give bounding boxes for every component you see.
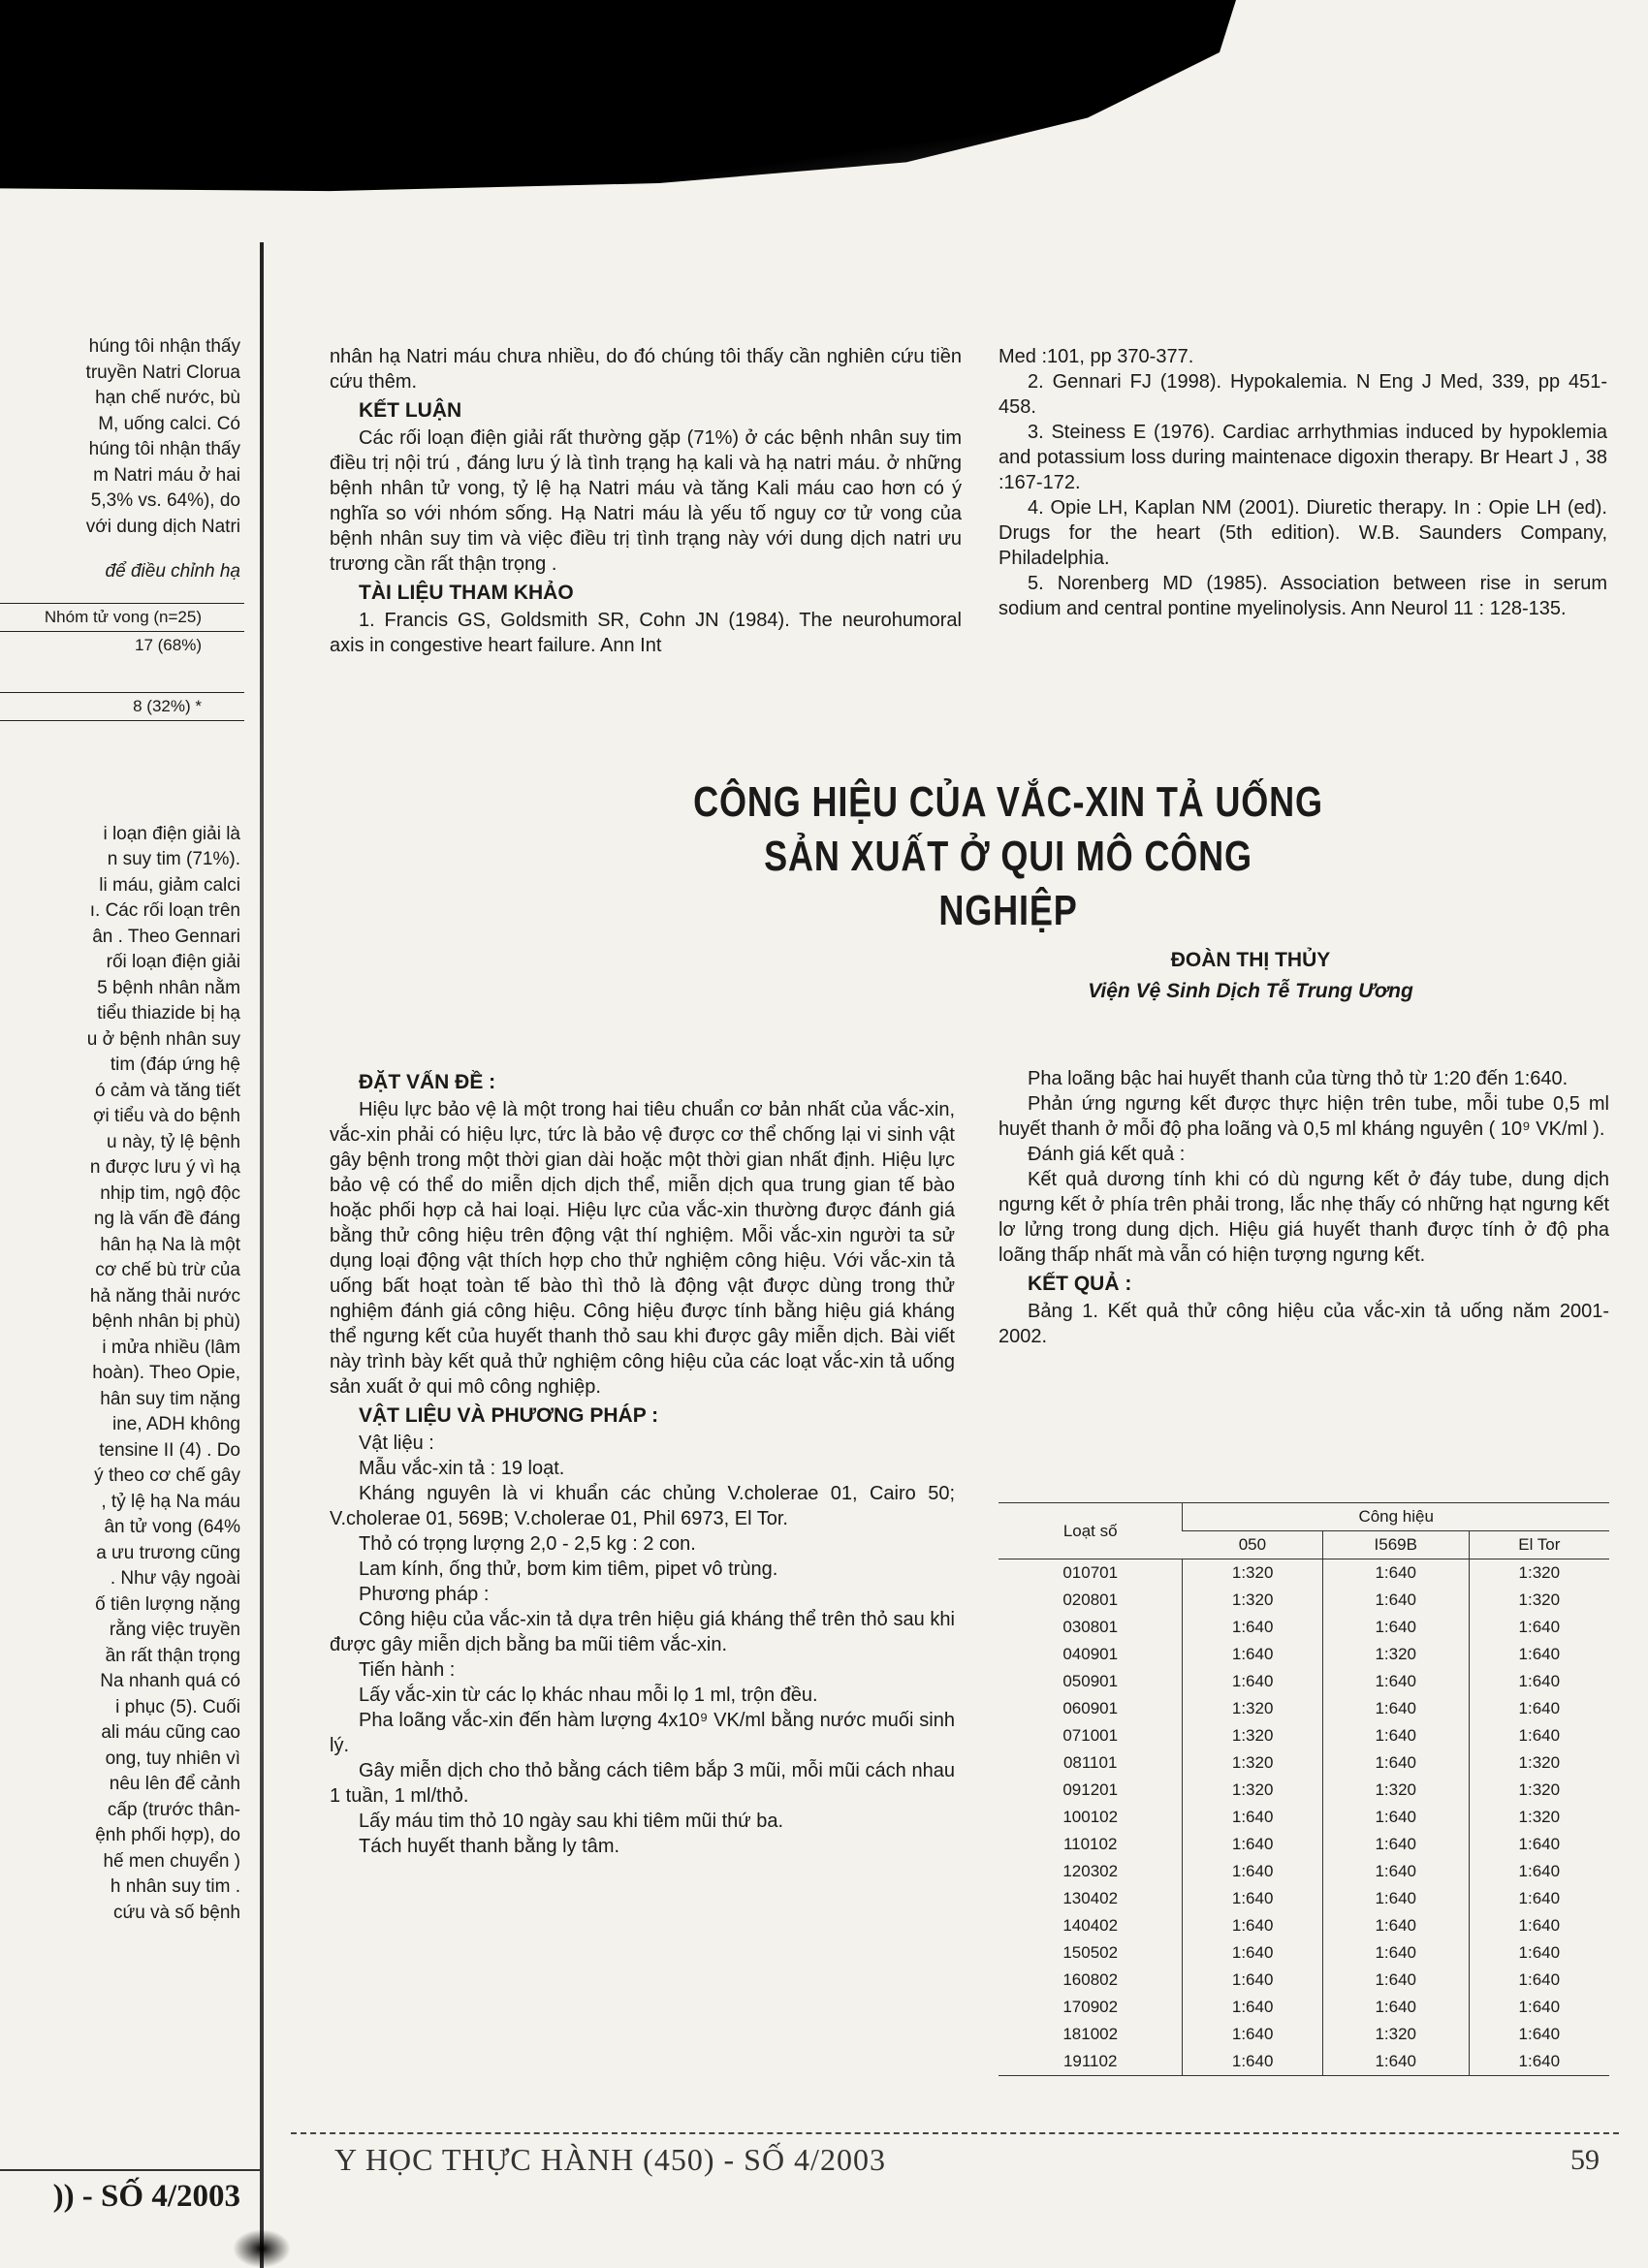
text-line: hả năng thải nước — [89, 1285, 240, 1307]
potency-cell: 1:640 — [1322, 1804, 1469, 1831]
text-line: húng tôi nhận thấy — [88, 336, 240, 357]
table-subheader: El Tor — [1469, 1531, 1609, 1559]
paragraph: Mẫu vắc-xin tả : 19 loạt. — [359, 1458, 565, 1479]
results-table — [998, 1502, 1609, 2076]
table-row — [998, 2021, 1609, 2048]
potency-cell: 1:640 — [1183, 1939, 1322, 1967]
table-row — [998, 2048, 1609, 2076]
journal-name: Y HỌC THỰC HÀNH (450) - SỐ 4/2003 — [334, 2142, 886, 2177]
title-line: CÔNG HIỆU CỦA VẮC-XIN TẢ UỐNG — [693, 778, 1323, 826]
table-row — [998, 1912, 1609, 1939]
text-line: ı. Các rối loạn trên — [89, 900, 240, 921]
lot-number-cell: 030801 — [1062, 1618, 1119, 1636]
reference-item: 5. Norenberg MD (1985). Association between rise in serum sodium and central pontine myelinolysis. Ann Neurol 11 : 128-135. — [998, 573, 1607, 619]
paragraph: Pha loãng bậc hai huyết thanh của từng thỏ từ 1:20 đến 1:640. — [1028, 1068, 1569, 1089]
paragraph: Các rối loạn điện giải rất thường gặp (71%) ở các bệnh nhân suy tim điều trị nội trú , đáng lưu ý là tình trạng hạ kali và hạ natri máu. ở những bệnh nhân tử vong, tỷ lệ hạ Natri máu và tăng Kali máu cao hơn có ý nghĩa so với nhóm sống. Hạ Natri máu là yếu tố nguy cơ tử vong của bệnh nhân suy tim và việc điều trị tình trạng này với dung dịch natri ưu trương cần rất thận trọng . — [330, 427, 962, 575]
potency-cell: 1:640 — [1322, 1912, 1469, 1939]
lot-number-cell: 120302 — [1062, 1862, 1119, 1880]
text-line: ân . Theo Gennari — [92, 926, 240, 947]
potency-cell: 1:640 — [1183, 1668, 1322, 1695]
potency-cell: 1:640 — [1322, 1885, 1469, 1912]
left-table-fragment — [0, 603, 244, 721]
potency-cell: 1:320 — [1469, 1749, 1609, 1777]
text-line: bệnh nhân bị phù) — [91, 1311, 240, 1332]
potency-cell: 1:640 — [1322, 1668, 1469, 1695]
potency-cell: 1:640 — [1322, 1722, 1469, 1749]
section-heading: ĐẶT VẤN ĐỀ : — [359, 1071, 496, 1093]
table-row — [998, 1614, 1609, 1641]
text-line: ệnh phối hợp), do — [95, 1825, 240, 1845]
text-line: n được lưu ý vì hạ — [89, 1157, 240, 1178]
potency-cell: 1:320 — [1322, 2021, 1469, 2048]
potency-cell: 1:640 — [1469, 1831, 1609, 1858]
text-line: ali máu cũng cao — [101, 1722, 240, 1743]
potency-cell: 1:640 — [1183, 1614, 1322, 1641]
text-line: , tỷ lệ hạ Na máu — [101, 1491, 240, 1512]
potency-cell: 1:640 — [1469, 1939, 1609, 1967]
reference-item: 4. Opie LH, Kaplan NM (2001). Diuretic therapy. In : Opie LH (ed). Drugs for the heart (5th edition). W.B. Saunders Company, Philadelphia. — [998, 497, 1607, 569]
potency-cell: 1:640 — [1183, 1641, 1322, 1668]
text-line: nhịp tim, ngộ độc — [100, 1182, 240, 1204]
paragraph: Thỏ có trọng lượng 2,0 - 2,5 kg : 2 con. — [359, 1533, 696, 1555]
scan-dark-edge — [0, 0, 1648, 262]
potency-cell: 1:640 — [1322, 1858, 1469, 1885]
potency-cell: 1:640 — [1322, 2048, 1469, 2076]
lot-number-cell: 010701 — [1062, 1563, 1119, 1582]
potency-cell: 1:320 — [1183, 1587, 1322, 1614]
previous-article-column-1 — [330, 344, 962, 658]
potency-cell: 1:640 — [1469, 1668, 1609, 1695]
text-line: 5,3% vs. 64%), do — [90, 490, 240, 511]
lot-number-cell: 091201 — [1062, 1780, 1119, 1799]
potency-cell: 1:640 — [1469, 1614, 1609, 1641]
reference-item: Med :101, pp 370-377. — [998, 346, 1194, 367]
text-line: m Natri máu ở hai — [93, 464, 240, 486]
lot-number-cell: 140402 — [1062, 1916, 1119, 1935]
lot-number-cell: 050901 — [1062, 1672, 1119, 1690]
potency-cell: 1:640 — [1322, 1587, 1469, 1614]
potency-cell: 1:320 — [1183, 1695, 1322, 1722]
potency-cell: 1:320 — [1469, 1587, 1609, 1614]
table-caption: Bảng 1. Kết quả thử công hiệu của vắc-xin tả uống năm 2001-2002. — [998, 1301, 1609, 1347]
reference-item: 2. Gennari FJ (1998). Hypokalemia. N Eng J Med, 339, pp 451-458. — [998, 371, 1607, 418]
text-line: tensine II (4) . Do — [99, 1439, 240, 1461]
text-line: cấp (trước thân- — [107, 1799, 240, 1820]
paragraph: Phương pháp : — [359, 1584, 490, 1605]
table-row — [998, 1559, 1609, 1588]
table-row — [998, 1858, 1609, 1885]
text-line: nêu lên để cảnh — [109, 1774, 240, 1794]
paragraph: Hiệu lực bảo vệ là một trong hai tiêu chuẩn cơ bản nhất của vắc-xin, vắc-xin phải có hiệu lực, tức là bảo vệ được cơ thể chống lại vi sinh vật gây bệnh trong một thời gian dài hoặc một thời gian nhất định. Hiệu lực bảo vệ có thể do miễn dịch dịch thể, miễn dịch qua trung gian tế bào hoặc phối hợp cả hai loại. Hiệu lực của vắc-xin thường được đánh giá bằng thử công hiệu trên động vật thí nghiệm. Mỗi vắc-xin người ta sử dụng loại động vật thích hợp cho thử nghiệm công hiệu. Với vắc-xin tả uống bất hoạt toàn tế bào thì thỏ là động vật được dùng trong thử nghiệm đánh giá công hiệu. Công hiệu được tính bằng hiệu giá kháng thể ngưng kết của huyết thanh thỏ sau khi được gây miễn dịch. Bài viết này trình bày kết quả thử nghiệm công hiệu của các loạt vắc-xin tả uống sản xuất ở qui mô công nghiệp. — [330, 1099, 955, 1398]
text-line: i loạn điện giải là — [103, 823, 240, 844]
table-header-lot: Loạt số — [998, 1503, 1183, 1559]
table-row — [998, 1749, 1609, 1777]
table-body — [998, 1559, 1609, 2076]
paragraph: Gây miễn dịch cho thỏ bằng cách tiêm bắp 3 mũi, mỗi mũi cách nhau 1 tuần, 1 ml/thỏ. — [330, 1760, 955, 1807]
lot-number-cell: 060901 — [1062, 1699, 1119, 1717]
table-row — [998, 1831, 1609, 1858]
text-line: i phục (5). Cuối — [115, 1696, 240, 1717]
potency-cell: 1:640 — [1183, 1858, 1322, 1885]
potency-cell: 1:320 — [1469, 1559, 1609, 1588]
author-block — [1066, 945, 1435, 1007]
lot-number-cell: 071001 — [1062, 1726, 1119, 1745]
scan-shadow — [233, 2229, 291, 2268]
paragraph: Phản ứng ngưng kết được thực hiện trên tube, mỗi tube 0,5 ml huyết thanh ở mỗi độ pha loãng và 0,5 ml kháng nguyên ( 10⁹ VK/ml ). — [998, 1093, 1609, 1140]
text-line: truyền Natri Clorua — [85, 362, 240, 383]
lot-number-cell: 170902 — [1062, 1998, 1119, 2016]
text-line: u ở bệnh nhân suy — [86, 1028, 240, 1050]
text-line: hế men chuyển ) — [103, 1850, 240, 1872]
lot-number-cell: 130402 — [1062, 1889, 1119, 1907]
table-row — [998, 1994, 1609, 2021]
paragraph: Lấy máu tim thỏ 10 ngày sau khi tiêm mũi thứ ba. — [359, 1811, 784, 1832]
lot-number-cell: 040901 — [1062, 1645, 1119, 1663]
text-line: cơ chế bù trừ của — [95, 1260, 240, 1280]
left-page-column — [0, 334, 244, 1926]
table-row — [998, 1695, 1609, 1722]
potency-cell: 1:640 — [1469, 2021, 1609, 2048]
potency-cell: 1:640 — [1469, 1994, 1609, 2021]
text-line: ó cảm và tăng tiết — [95, 1080, 240, 1101]
potency-cell: 1:640 — [1469, 1912, 1609, 1939]
section-heading: KẾT QUẢ : — [1028, 1273, 1132, 1295]
table-subheader: I569B — [1322, 1531, 1469, 1559]
potency-cell: 1:640 — [1183, 2048, 1322, 2076]
text-line: . Như vậy ngoài — [110, 1568, 240, 1589]
paragraph: Công hiệu của vắc-xin tả dựa trên hiệu giá kháng thể trên thỏ sau khi được gây miễn dịch bằng ba mũi tiêm vắc-xin. — [330, 1609, 955, 1655]
page-footer — [291, 2132, 1619, 2177]
text-line: Na nhanh quá có — [100, 1671, 240, 1691]
left-table-row: 17 (68%) — [135, 635, 202, 654]
potency-cell: 1:320 — [1183, 1559, 1322, 1588]
text-line: 5 bệnh nhân nằm — [97, 977, 240, 998]
author-institution: Viện Vệ Sinh Dịch Tễ Trung Ương — [1088, 980, 1413, 1002]
paragraph: Đánh giá kết quả : — [1028, 1144, 1186, 1165]
text-line: ân tử vong (64% — [104, 1517, 240, 1537]
potency-cell: 1:640 — [1322, 1614, 1469, 1641]
left-table-header: Nhóm tử vong (n=25) — [0, 604, 244, 632]
potency-cell: 1:640 — [1322, 1967, 1469, 1994]
text-line: rằng việc truyền — [109, 1620, 240, 1640]
page-number: 59 — [1570, 2144, 1600, 2176]
section-heading: TÀI LIỆU THAM KHẢO — [359, 582, 574, 604]
table-row — [998, 1587, 1609, 1614]
paragraph: Vật liệu : — [359, 1433, 434, 1454]
lot-number-cell: 181002 — [1062, 2025, 1119, 2043]
author-name: ĐOÀN THỊ THỦY — [1170, 949, 1331, 971]
text-line: húng tôi nhận thấy — [88, 439, 240, 459]
text-line: ố tiên lượng nặng — [95, 1593, 240, 1615]
potency-cell: 1:640 — [1469, 1858, 1609, 1885]
text-line: tim (đáp ứng hệ — [110, 1055, 240, 1075]
text-line: a ưu trương cũng — [96, 1542, 240, 1563]
potency-cell: 1:640 — [1469, 1641, 1609, 1668]
lot-number-cell: 150502 — [1062, 1943, 1119, 1962]
table-row — [998, 1641, 1609, 1668]
paragraph: Kết quả dương tính khi có dù ngưng kết ở đáy tube, dung dịch ngưng kết ở phía trên phải trong, lắc nhẹ thấy có những hạt ngưng kết lơ lửng trong dung dịch. Hiệu giá huyết thanh được tính ở độ pha loãng thấp nhất mà vẫn có hiện tượng ngưng kết. — [998, 1169, 1609, 1266]
text-line: u này, tỷ lệ bệnh — [106, 1131, 240, 1152]
table-subheader: 050 — [1183, 1531, 1322, 1559]
table-row — [998, 1777, 1609, 1804]
lot-number-cell: 191102 — [998, 2048, 1183, 2076]
table-header-potency: Công hiệu — [1183, 1503, 1609, 1531]
book-spine — [260, 242, 264, 2268]
left-page-footer: )) - SỐ 4/2003 — [0, 2169, 260, 2215]
article-title — [690, 775, 1326, 938]
paragraph: Lấy vắc-xin từ các lọ khác nhau mỗi lọ 1 ml, trộn đều. — [359, 1685, 818, 1706]
text-line: n suy tim (71%). — [107, 849, 240, 869]
text-line: hân hạ Na là một — [100, 1234, 240, 1255]
left-table-row: 8 (32%) * — [0, 692, 244, 721]
left-italic-heading: để điều chỉnh hạ — [105, 561, 240, 582]
article-column-1 — [330, 1066, 955, 1859]
text-line: ợi tiểu và do bệnh — [93, 1106, 240, 1126]
paragraph: Tiến hành : — [359, 1659, 456, 1681]
table-row — [998, 1722, 1609, 1749]
potency-cell: 1:640 — [1183, 1804, 1322, 1831]
section-heading: KẾT LUẬN — [359, 399, 462, 422]
text-line: h nhân suy tim . — [110, 1876, 240, 1897]
lot-number-cell: 100102 — [1062, 1808, 1119, 1826]
lot-number-cell: 081101 — [1062, 1753, 1118, 1772]
lot-number-cell: 160802 — [1062, 1970, 1119, 1989]
potency-cell: 1:320 — [1322, 1641, 1469, 1668]
lot-number-cell: 020801 — [1062, 1591, 1119, 1609]
section-heading: VẬT LIỆU VÀ PHƯƠNG PHÁP : — [359, 1404, 659, 1427]
potency-cell: 1:640 — [1183, 1912, 1322, 1939]
table-row — [998, 1885, 1609, 1912]
potency-cell: 1:640 — [1469, 2048, 1609, 2076]
text-line: hân suy tim nặng — [100, 1388, 240, 1409]
potency-cell: 1:640 — [1322, 1831, 1469, 1858]
potency-cell: 1:640 — [1469, 1722, 1609, 1749]
potency-cell: 1:640 — [1469, 1695, 1609, 1722]
previous-article-column-2 — [998, 344, 1607, 621]
potency-cell: 1:320 — [1469, 1804, 1609, 1831]
potency-cell: 1:640 — [1322, 1749, 1469, 1777]
paragraph: Kháng nguyên là vi khuẩn các chủng V.cholerae 01, Cairo 50; V.cholerae 01, 569B; V.cholerae 01, Phil 6973, El Tor. — [330, 1483, 955, 1529]
text-line: hạn chế nước, bù — [95, 388, 240, 408]
potency-cell: 1:320 — [1183, 1749, 1322, 1777]
text-line: với dung dịch Natri — [85, 516, 240, 537]
paragraph: Pha loãng vắc-xin đến hàm lượng 4x10⁹ VK/ml bằng nước muối sinh lý. — [330, 1710, 955, 1756]
article-column-2 — [998, 1066, 1609, 1349]
text-line: hoàn). Theo Opie, — [92, 1363, 240, 1383]
potency-cell: 1:320 — [1183, 1722, 1322, 1749]
title-line: SẢN XUẤT Ở QUI MÔ CÔNG NGHIỆP — [764, 833, 1252, 934]
table-row — [998, 1804, 1609, 1831]
potency-cell: 1:640 — [1183, 2021, 1322, 2048]
potency-cell: 1:640 — [1183, 1967, 1322, 1994]
potency-cell: 1:640 — [1183, 1885, 1322, 1912]
potency-cell: 1:640 — [1322, 1939, 1469, 1967]
paragraph: Tách huyết thanh bằng ly tâm. — [359, 1836, 620, 1857]
potency-cell: 1:640 — [1183, 1831, 1322, 1858]
potency-cell: 1:320 — [1469, 1777, 1609, 1804]
paragraph: Lam kính, ống thử, bơm kim tiêm, pipet vô trùng. — [359, 1559, 778, 1580]
text-line: li máu, giảm calci — [99, 874, 240, 896]
text-line: ý theo cơ chế gây — [94, 1465, 240, 1486]
text-line: ong, tuy nhiên vì — [105, 1748, 240, 1769]
lot-number-cell: 110102 — [1062, 1835, 1118, 1853]
table-row — [998, 1939, 1609, 1967]
potency-cell: 1:640 — [1322, 1695, 1469, 1722]
reference-item: 1. Francis GS, Goldsmith SR, Cohn JN (1984). The neurohumoral axis in congestive heart failure. Ann Int — [330, 610, 962, 656]
reference-item: 3. Steiness E (1976). Cardiac arrhythmias induced by hypoklemia and potassium loss during maintenace digoxin therapy. Br Heart J , 38 :167-172. — [998, 422, 1607, 493]
paragraph: nhân hạ Natri máu chưa nhiều, do đó chúng tôi thấy cần nghiên cứu tiền cứu thêm. — [330, 346, 962, 393]
text-line: ng là vấn đề đáng — [93, 1209, 240, 1229]
text-line: ine, ADH không — [111, 1414, 240, 1434]
table-row — [998, 1967, 1609, 1994]
text-line: cứu và số bệnh — [112, 1902, 240, 1923]
table-row — [998, 1668, 1609, 1695]
text-line: i mửa nhiều (lâm — [102, 1337, 240, 1358]
potency-cell: 1:640 — [1322, 1559, 1469, 1588]
text-line: ần rất thận trọng — [105, 1645, 240, 1666]
potency-cell: 1:640 — [1183, 1994, 1322, 2021]
text-line: tiểu thiazide bị hạ — [97, 1003, 240, 1024]
potency-cell: 1:640 — [1469, 1885, 1609, 1912]
potency-cell: 1:640 — [1469, 1967, 1609, 1994]
text-line: rối loạn điện giải — [106, 952, 240, 972]
potency-cell: 1:320 — [1322, 1777, 1469, 1804]
potency-cell: 1:640 — [1322, 1994, 1469, 2021]
text-line: M, uống calci. Có — [98, 413, 240, 434]
potency-cell: 1:320 — [1183, 1777, 1322, 1804]
